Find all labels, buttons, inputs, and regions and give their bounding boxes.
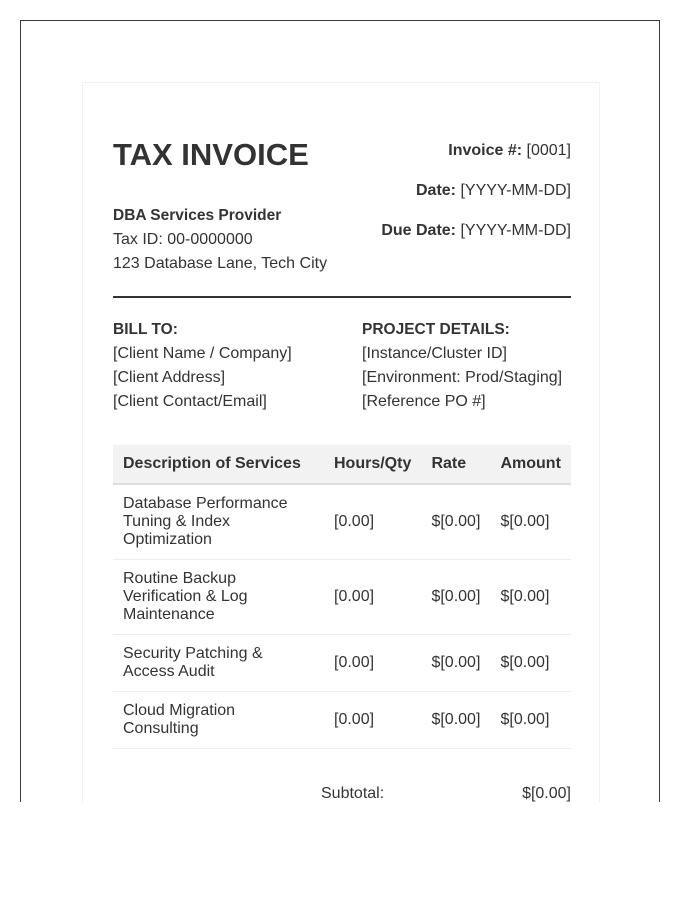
header-divider xyxy=(113,296,571,298)
row-amount: $[0.00] xyxy=(490,692,571,749)
invoice-meta xyxy=(381,131,571,251)
row-description-line: Verification & Log xyxy=(123,588,248,605)
provider-address: 123 Database Lane, Tech City xyxy=(113,255,328,272)
page-frame xyxy=(20,20,660,802)
subtotal-value: $[0.00] xyxy=(522,785,571,802)
row-qty: [0.00] xyxy=(324,484,421,560)
row-rate: $[0.00] xyxy=(421,635,490,692)
subtotal-label: Subtotal: xyxy=(321,785,385,802)
bill-to-heading: BILL TO: xyxy=(113,321,178,338)
header-rate: Rate xyxy=(421,445,490,484)
invoice-sheet xyxy=(82,82,600,802)
services-table-header xyxy=(113,445,571,484)
bill-to-client-contact: [Client Contact/Email] xyxy=(113,393,267,410)
header-description: Description of Services xyxy=(113,445,324,484)
project-reference-po: [Reference PO #] xyxy=(362,393,486,410)
invoice-date-row xyxy=(381,171,571,211)
table-row xyxy=(113,635,571,692)
invoice-number-row xyxy=(381,131,571,171)
row-amount: $[0.00] xyxy=(490,560,571,635)
bill-to-client-address: [Client Address] xyxy=(113,369,226,386)
row-amount: $[0.00] xyxy=(490,635,571,692)
project-instance-id: [Instance/Cluster ID] xyxy=(362,345,507,362)
invoice-date-label: Date: xyxy=(416,182,457,199)
invoice-number-value: [0001] xyxy=(526,142,571,159)
row-rate: $[0.00] xyxy=(421,692,490,749)
row-description xyxy=(113,560,324,635)
row-description-line: Cloud Migration xyxy=(123,702,236,719)
row-qty: [0.00] xyxy=(324,692,421,749)
project-environment: [Environment: Prod/Staging] xyxy=(362,369,563,386)
bill-to-block xyxy=(113,318,292,414)
row-amount: $[0.00] xyxy=(490,484,571,560)
project-details-heading: PROJECT DETAILS: xyxy=(362,321,510,338)
header-amount: Amount xyxy=(490,445,571,484)
project-details-block xyxy=(362,318,562,414)
row-description-line: Optimization xyxy=(123,531,212,548)
invoice-due-date-row xyxy=(381,211,571,251)
invoice-due-date-value: [YYYY-MM-DD] xyxy=(460,222,571,239)
bill-to-client-name: [Client Name / Company] xyxy=(113,345,292,362)
row-description-line: Maintenance xyxy=(123,606,215,623)
provider-block xyxy=(113,204,327,276)
row-description xyxy=(113,484,324,560)
header-hours-qty: Hours/Qty xyxy=(324,445,421,484)
services-table xyxy=(113,445,571,749)
row-qty: [0.00] xyxy=(324,560,421,635)
table-row xyxy=(113,560,571,635)
row-rate: $[0.00] xyxy=(421,560,490,635)
row-description-line: Database Performance xyxy=(123,495,288,512)
table-row xyxy=(113,484,571,560)
invoice-title: TAX INVOICE xyxy=(113,137,309,172)
provider-name: DBA Services Provider xyxy=(113,207,282,224)
table-row xyxy=(113,692,571,749)
row-description-line: Consulting xyxy=(123,720,199,737)
row-qty: [0.00] xyxy=(324,635,421,692)
invoice-date-value: [YYYY-MM-DD] xyxy=(460,182,571,199)
row-rate: $[0.00] xyxy=(421,484,490,560)
row-description-line: Security Patching & xyxy=(123,645,263,662)
row-description-line: Access Audit xyxy=(123,663,215,680)
row-description-line: Routine Backup xyxy=(123,570,236,587)
invoice-due-date-label: Due Date: xyxy=(381,222,457,239)
invoice-number-label: Invoice #: xyxy=(448,142,523,159)
provider-tax-id: Tax ID: 00-0000000 xyxy=(113,231,253,248)
row-description xyxy=(113,692,324,749)
row-description xyxy=(113,635,324,692)
row-description-line: Tuning & Index xyxy=(123,513,231,530)
